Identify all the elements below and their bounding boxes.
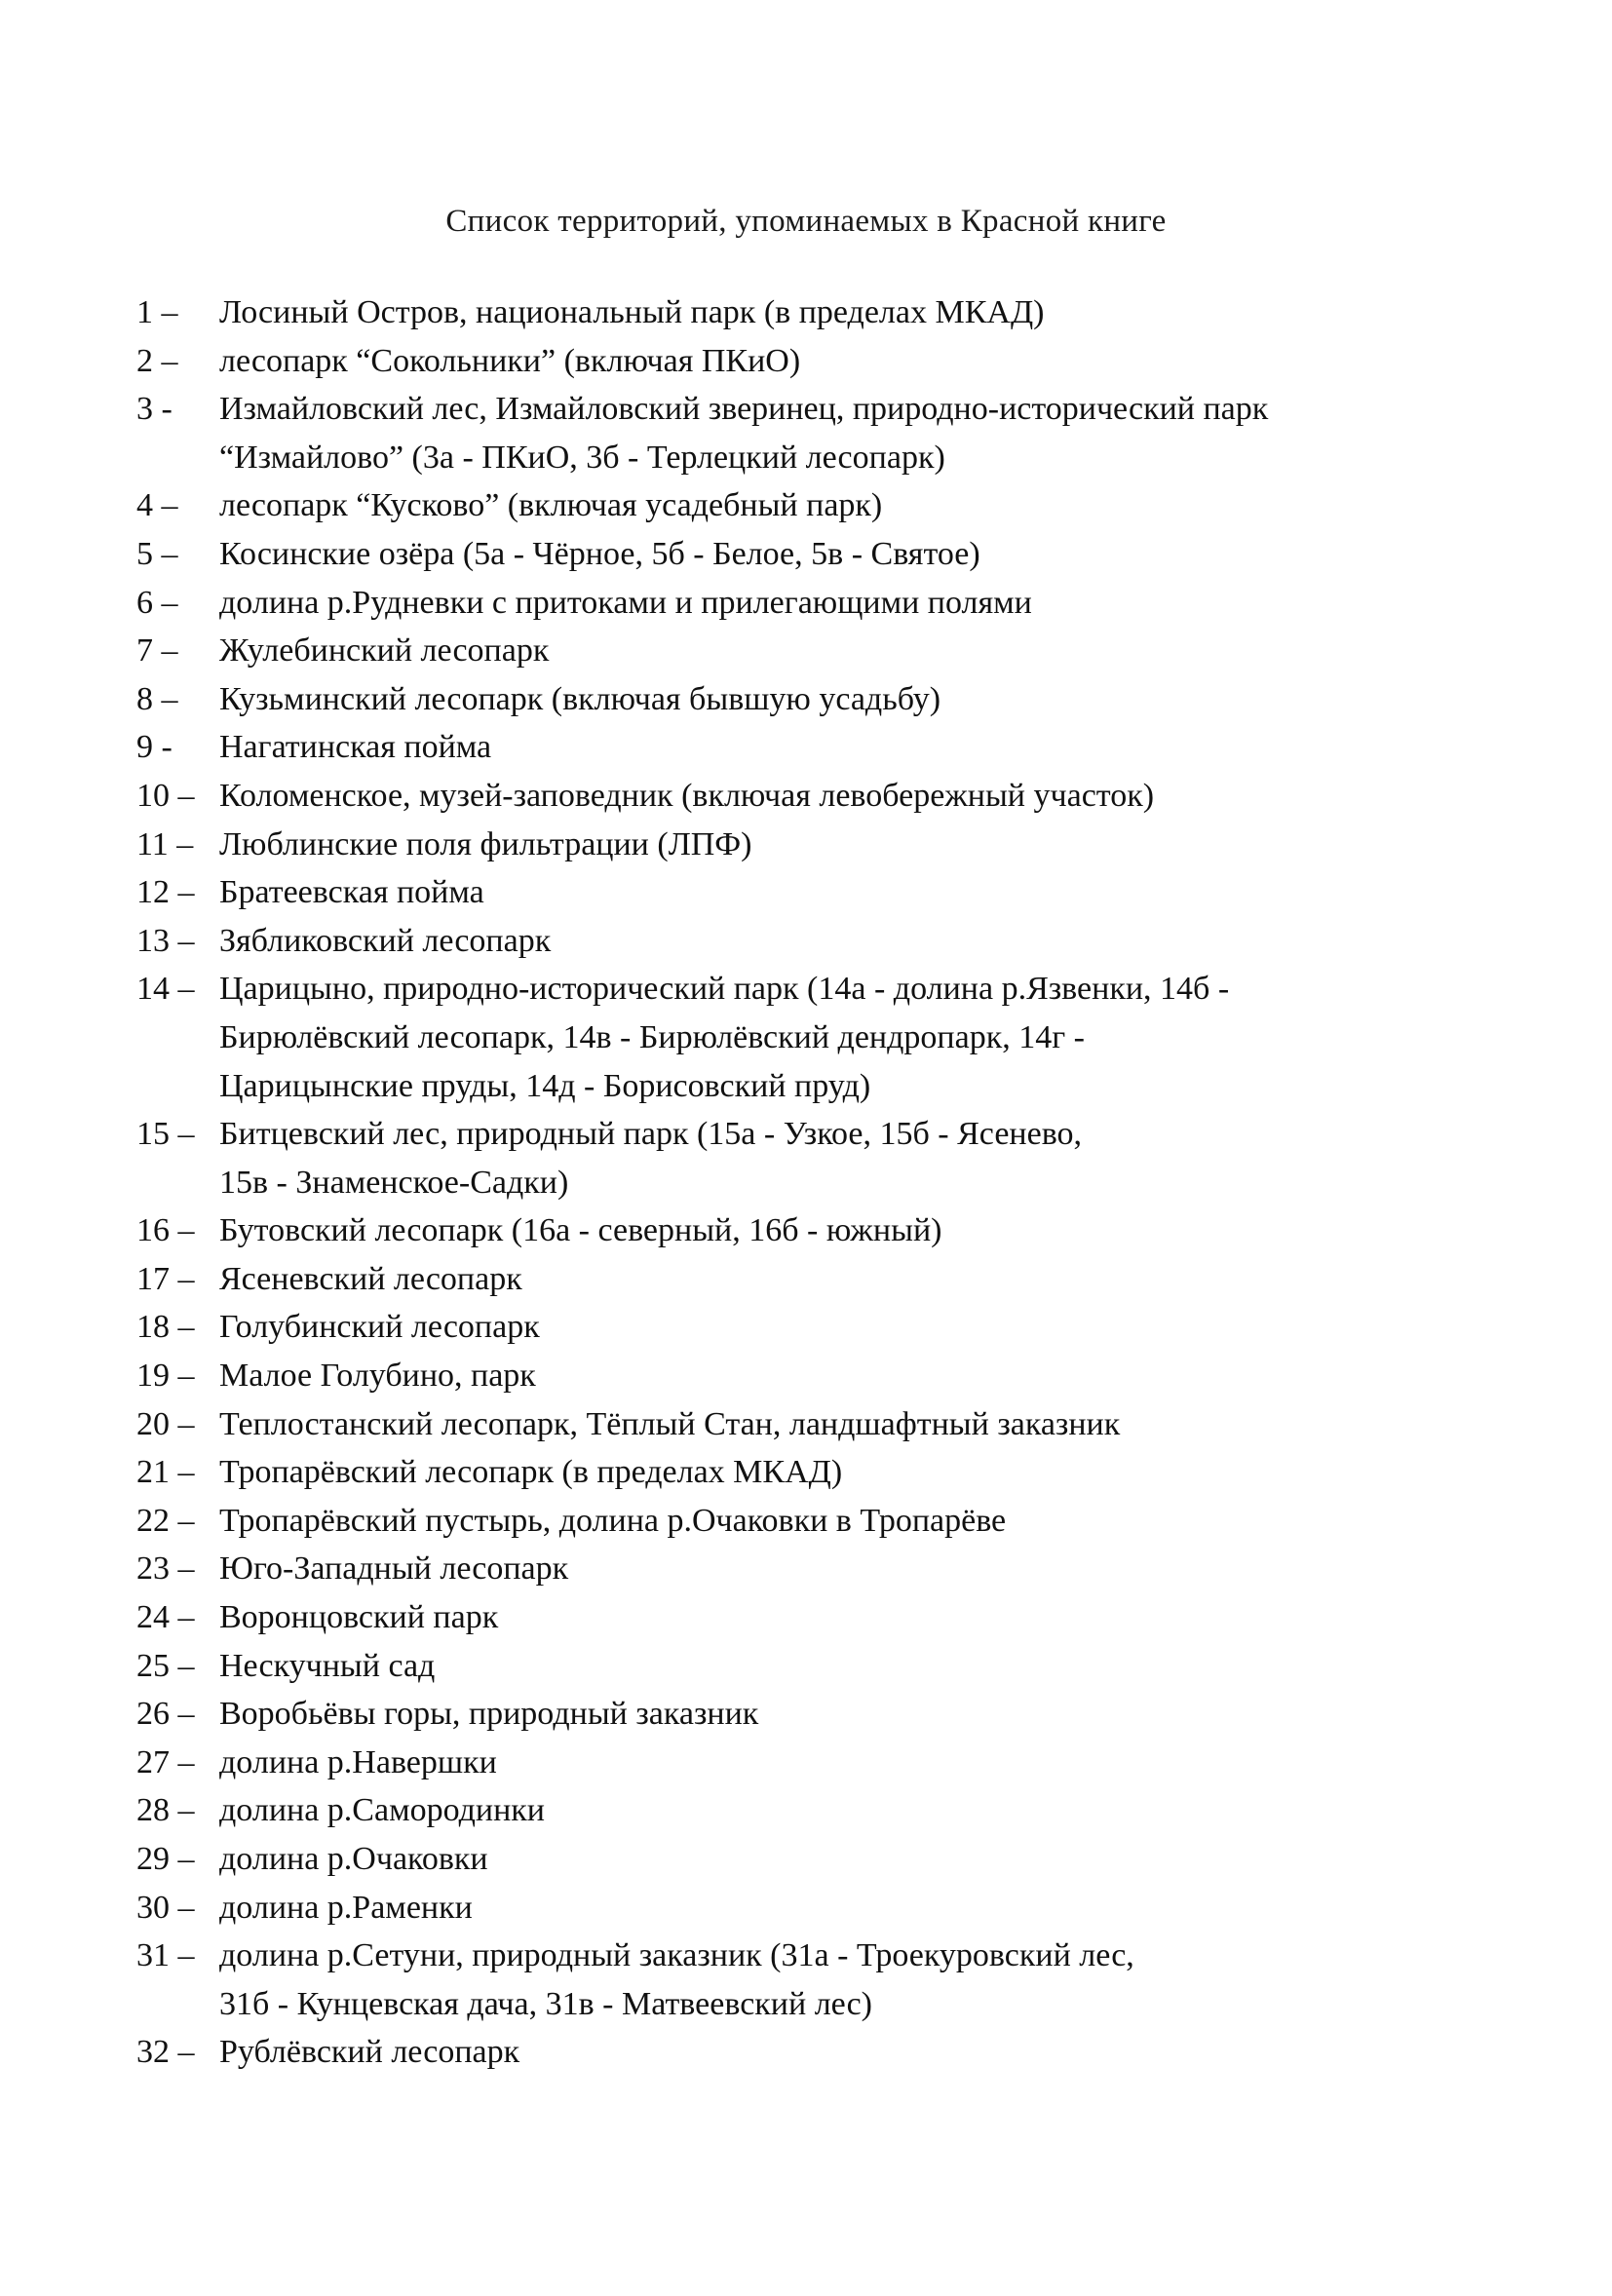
item-line: Измайловский лес, Измайловский зверинец, природно-исторический парк	[219, 391, 1269, 428]
list-item	[136, 1739, 1501, 1787]
item-number: 13 –	[136, 922, 195, 959]
item-number: 27 –	[136, 1743, 195, 1780]
item-text	[136, 723, 1501, 772]
item-line: 31б - Кунцевская дача, 31в - Матвеевский лес)	[219, 1985, 873, 2022]
list-item	[136, 530, 1501, 579]
item-line: долина р.Сетуни, природный заказник (31а - Троекуровский лес,	[219, 1937, 1134, 1974]
territory-list	[136, 288, 1501, 2077]
list-item	[136, 1932, 1501, 2028]
list-item	[136, 1593, 1501, 1642]
item-text	[136, 917, 1501, 966]
item-number: 11 –	[136, 825, 194, 862]
item-number: 26 –	[136, 1696, 195, 1733]
item-text	[136, 1255, 1501, 1304]
item-text	[136, 1739, 1501, 1787]
list-item	[136, 1303, 1501, 1352]
item-line: лесопарк “Кусково” (включая усадебный парк)	[219, 487, 883, 524]
item-number: 4 –	[136, 487, 178, 524]
list-item	[136, 2028, 1501, 2077]
item-line: Юго-Западный лесопарк	[219, 1550, 569, 1588]
item-text	[136, 1786, 1501, 1835]
item-line: Теплостанский лесопарк, Тёплый Стан, ландшафтный заказник	[219, 1405, 1121, 1442]
item-text	[136, 1642, 1501, 1691]
item-line: долина р.Рудневки с притоками и прилегающими полями	[219, 584, 1032, 621]
item-line: Царицынские пруды, 14д - Борисовский пруд)	[219, 1067, 871, 1104]
list-item	[136, 1835, 1501, 1884]
item-line: Ясеневский лесопарк	[219, 1260, 522, 1297]
item-line: 15в - Знаменское-Садки)	[219, 1164, 569, 1201]
item-line: Малое Голубино, парк	[219, 1358, 536, 1395]
item-line: “Измайлово” (3а - ПКиО, 3б - Терлецкий лесопарк)	[219, 439, 945, 476]
item-line: Тропарёвский лесопарк (в пределах МКАД)	[219, 1454, 843, 1491]
list-item	[136, 337, 1501, 386]
item-text	[136, 772, 1501, 821]
list-item	[136, 579, 1501, 628]
item-line: Бирюлёвский лесопарк, 14в - Бирюлёвский дендропарк, 14г -	[219, 1018, 1086, 1055]
list-item	[136, 675, 1501, 724]
list-item	[136, 481, 1501, 530]
item-line: Кузьминский лесопарк (включая бывшую усадьбу)	[219, 680, 941, 717]
list-item	[136, 627, 1501, 675]
item-number: 32 –	[136, 2034, 195, 2071]
item-number: 2 –	[136, 342, 178, 379]
list-item	[136, 1884, 1501, 1932]
item-text	[136, 1206, 1501, 1255]
item-line: Лосиный Остров, национальный парк (в пределах МКАД)	[219, 294, 1045, 330]
item-line: долина р.Самородинки	[219, 1792, 546, 1829]
item-text	[136, 481, 1501, 530]
list-item	[136, 1255, 1501, 1304]
list-item	[136, 1206, 1501, 1255]
item-number: 29 –	[136, 1841, 195, 1877]
item-line: Рублёвский лесопарк	[219, 2034, 520, 2071]
item-number: 17 –	[136, 1260, 195, 1297]
list-item	[136, 723, 1501, 772]
item-number: 9 -	[136, 729, 173, 766]
item-text	[136, 1497, 1501, 1546]
item-number: 25 –	[136, 1647, 195, 1684]
item-text	[136, 1110, 1501, 1206]
item-text	[136, 2028, 1501, 2077]
item-text	[136, 1352, 1501, 1400]
item-line: долина р.Навершки	[219, 1743, 497, 1780]
item-number: 18 –	[136, 1309, 195, 1346]
item-text	[136, 1835, 1501, 1884]
item-number: 5 –	[136, 535, 178, 572]
item-line: Тропарёвский пустырь, долина р.Очаковки в Тропарёве	[219, 1502, 1007, 1539]
item-line: долина р.Очаковки	[219, 1841, 488, 1877]
item-line: Воробьёвы горы, природный заказник	[219, 1696, 759, 1733]
item-line: Голубинский лесопарк	[219, 1309, 540, 1346]
item-line: Бутовский лесопарк (16а - северный, 16б - южный)	[219, 1212, 942, 1249]
list-item	[136, 772, 1501, 821]
item-line: Зябликовский лесопарк	[219, 922, 552, 959]
list-item	[136, 1400, 1501, 1449]
item-text	[136, 868, 1501, 917]
list-item	[136, 1497, 1501, 1546]
item-number: 14 –	[136, 971, 195, 1008]
list-item	[136, 1448, 1501, 1497]
item-number: 15 –	[136, 1116, 195, 1153]
item-number: 3 -	[136, 391, 173, 428]
item-line: Царицыно, природно-исторический парк (14а - долина р.Язвенки, 14б -	[219, 971, 1230, 1008]
item-number: 8 –	[136, 680, 178, 717]
item-number: 10 –	[136, 777, 195, 814]
list-item	[136, 1786, 1501, 1835]
list-item	[136, 385, 1501, 481]
item-line: долина р.Раменки	[219, 1889, 473, 1926]
list-item	[136, 868, 1501, 917]
item-text	[136, 1593, 1501, 1642]
item-line: Нескучный сад	[219, 1647, 436, 1684]
item-number: 30 –	[136, 1889, 195, 1926]
list-item	[136, 288, 1501, 337]
item-line: Люблинские поля фильтрации (ЛПФ)	[219, 825, 752, 862]
item-number: 21 –	[136, 1454, 195, 1491]
list-item	[136, 1690, 1501, 1739]
item-number: 28 –	[136, 1792, 195, 1829]
item-text	[136, 1690, 1501, 1739]
page-title: Список территорий, упоминаемых в Красной книге	[445, 204, 1167, 239]
item-text	[136, 1400, 1501, 1449]
list-item	[136, 917, 1501, 966]
item-line: лесопарк “Сокольники” (включая ПКиО)	[219, 342, 801, 379]
list-item	[136, 1352, 1501, 1400]
item-text	[136, 965, 1501, 1110]
item-text	[136, 821, 1501, 869]
item-number: 22 –	[136, 1502, 195, 1539]
list-item	[136, 1545, 1501, 1593]
list-item	[136, 1642, 1501, 1691]
item-text	[136, 1448, 1501, 1497]
item-number: 12 –	[136, 874, 195, 911]
item-number: 16 –	[136, 1212, 195, 1249]
item-number: 23 –	[136, 1550, 195, 1588]
list-item	[136, 965, 1501, 1110]
item-line: Коломенское, музей-заповедник (включая левобережный участок)	[219, 777, 1155, 814]
item-text	[136, 530, 1501, 579]
item-number: 6 –	[136, 584, 178, 621]
item-line: Нагатинская пойма	[219, 729, 492, 766]
item-number: 7 –	[136, 632, 178, 670]
list-item	[136, 1110, 1501, 1206]
item-number: 31 –	[136, 1937, 195, 1974]
item-line: Воронцовский парк	[219, 1599, 499, 1636]
item-text	[136, 1545, 1501, 1593]
item-line: Жулебинский лесопарк	[219, 632, 550, 670]
item-number: 19 –	[136, 1358, 195, 1395]
item-line: Битцевский лес, природный парк (15а - Узкое, 15б - Ясенево,	[219, 1116, 1083, 1153]
item-text	[136, 1932, 1501, 2028]
item-line: Братеевская пойма	[219, 874, 484, 911]
list-item	[136, 821, 1501, 869]
item-text	[136, 675, 1501, 724]
item-number: 20 –	[136, 1405, 195, 1442]
item-text	[136, 1884, 1501, 1932]
item-text	[136, 288, 1501, 337]
item-number: 24 –	[136, 1599, 195, 1636]
item-number: 1 –	[136, 294, 178, 330]
item-line: Косинские озёра (5а - Чёрное, 5б - Белое, 5в - Святое)	[219, 535, 980, 572]
item-text	[136, 1303, 1501, 1352]
item-text	[136, 337, 1501, 386]
item-text	[136, 385, 1501, 481]
item-text	[136, 579, 1501, 628]
item-text	[136, 627, 1501, 675]
